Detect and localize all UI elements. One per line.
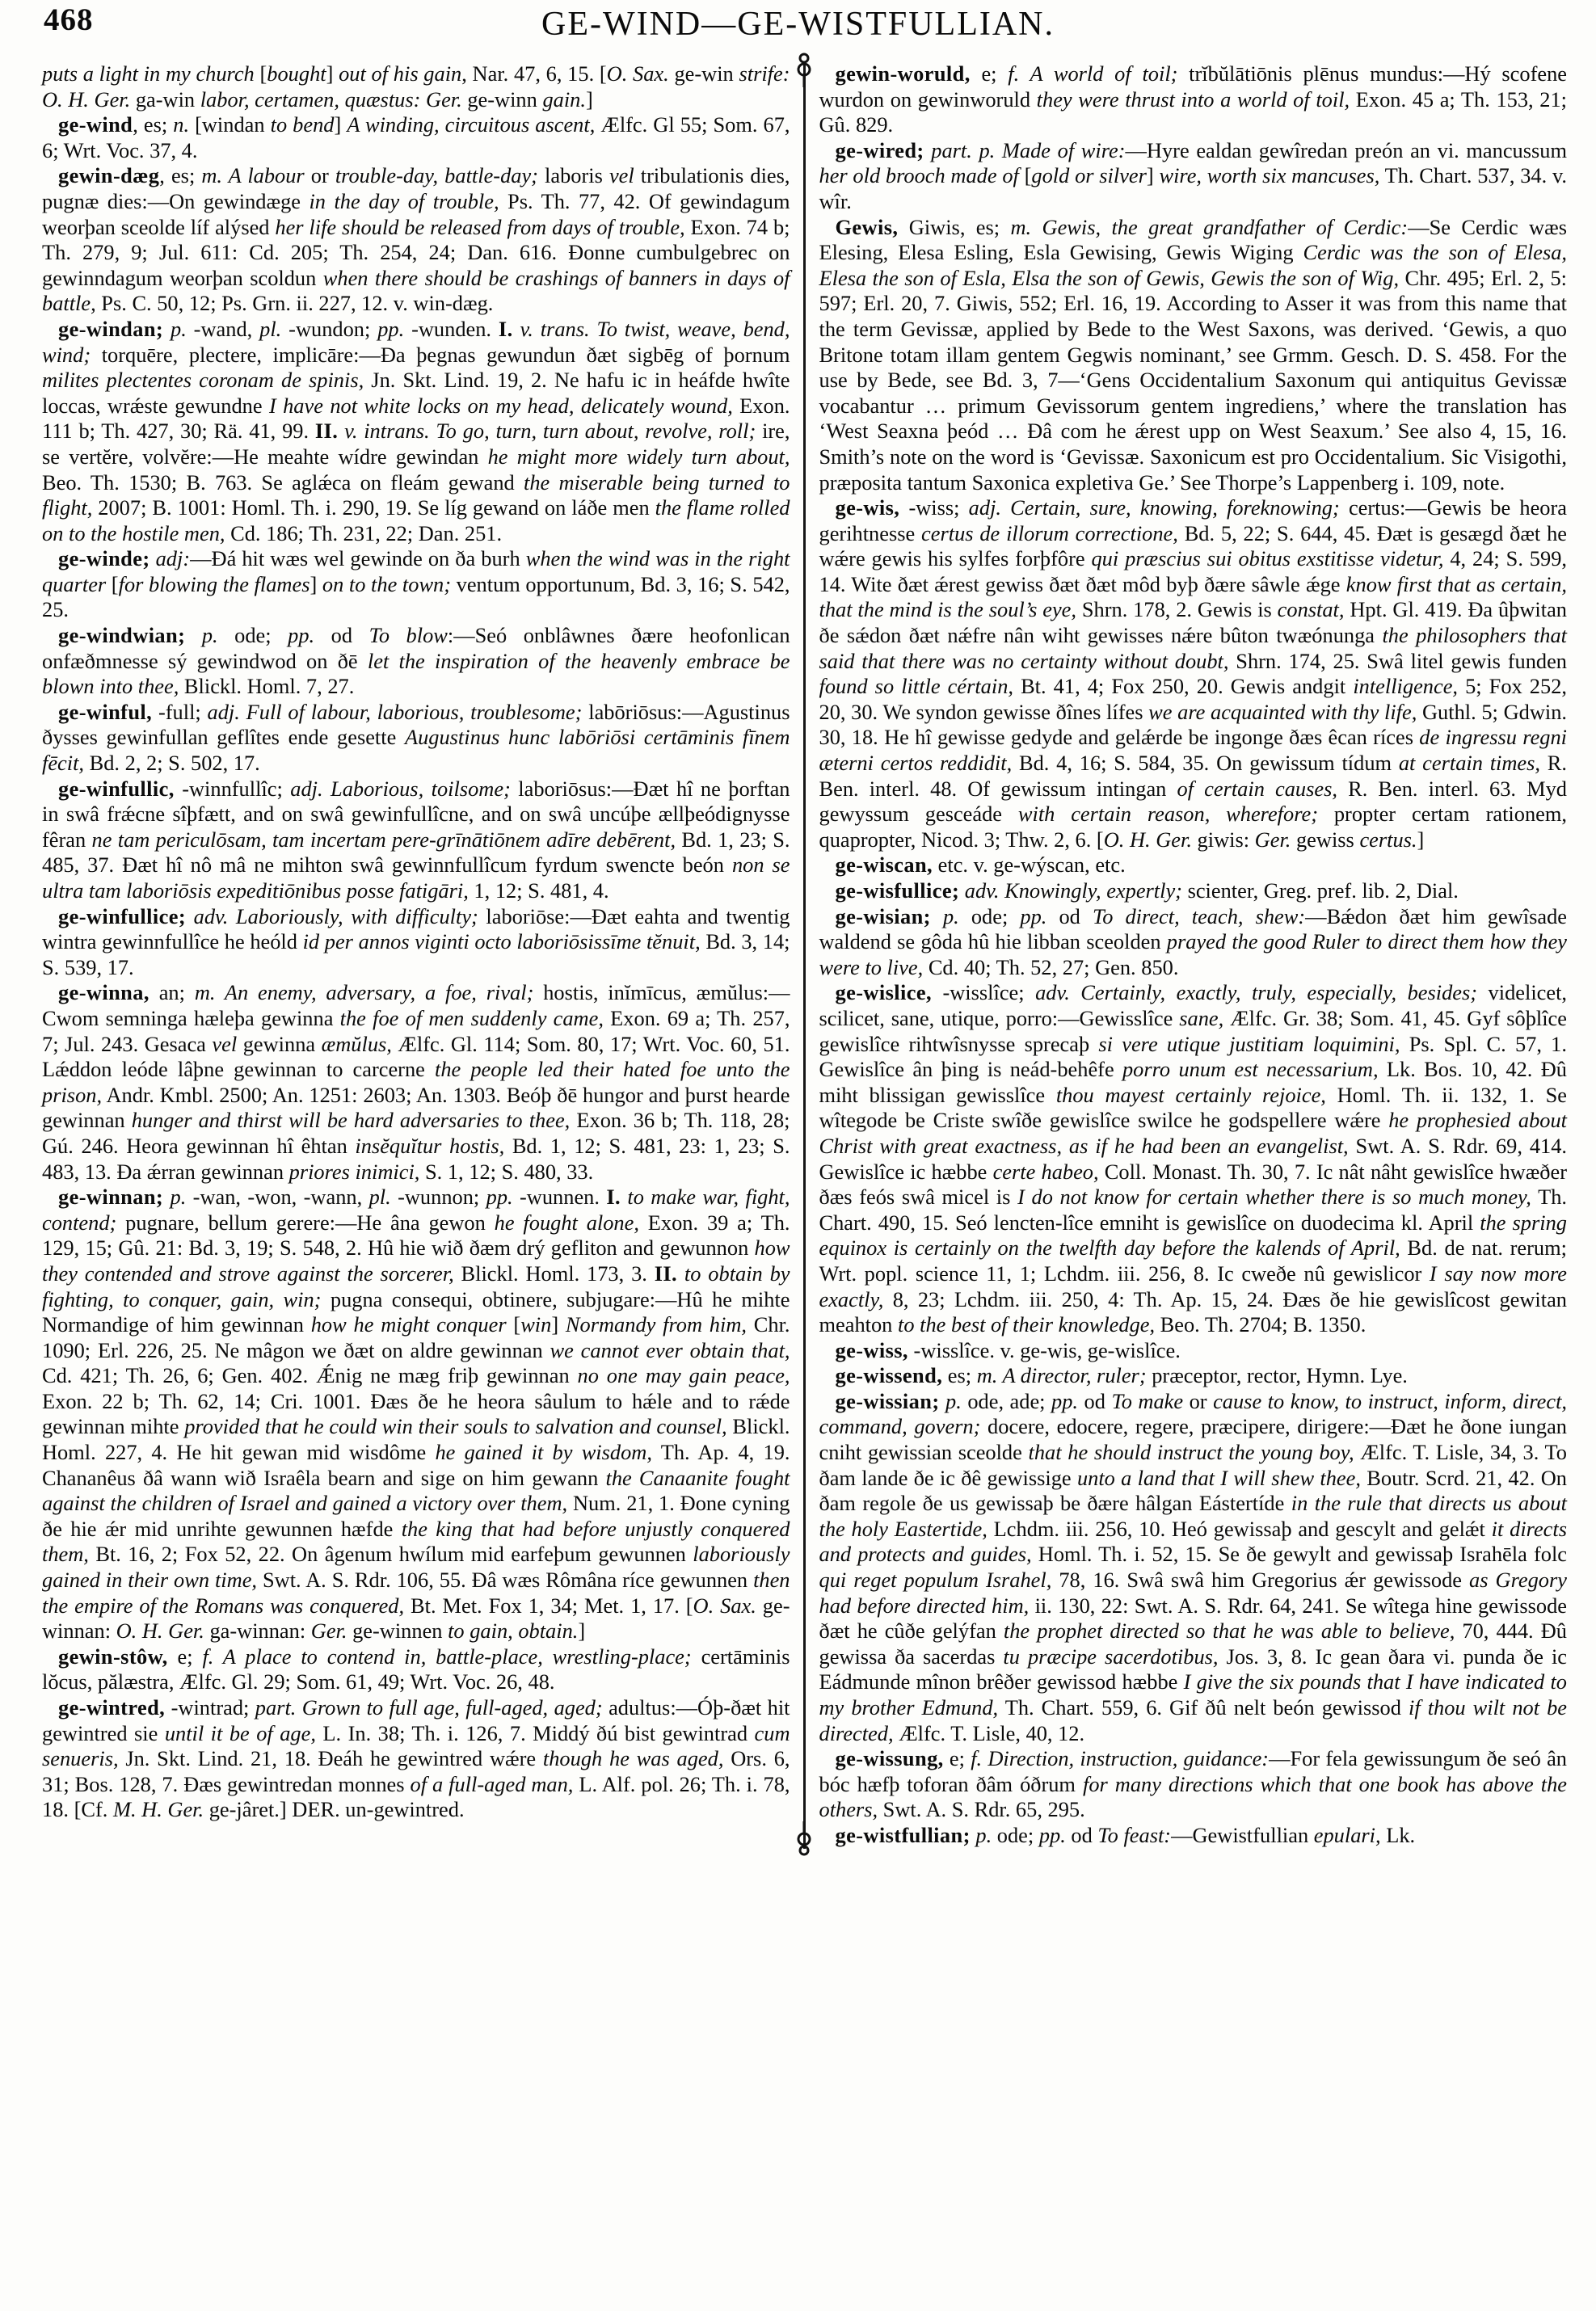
dictionary-entry: ge-wissian; p. ode, ade; pp. od To make or cause to know, to instruct, inform, direct, command, govern; docere, edocere, regere, præcipere, dirigere:—Ðæt he ðone iungan cniht gewissian sceolde that he should instruct the young boy, Ælfc. T. Lisle, 34, 3. To ðam lande ðe ic ðê gewissige unto a land that I will shew thee, Boutr. Scrd. 21, 42. On ðam regole ðe us gewissaþ be ðære hâlgan Eástertíde in the rule that directs us about the holy Eastertide, Lchdm. iii. 256, 10. Heó gewissaþ and gescylt and gelǽt it directs and protects and guides, Homl. Th. i. 52, 15. Se ðe gewylt and gewissaþ Israhēla folc qui reget populum Israhel, 78, 16. Swâ swâ him Gregorius ǽr gewissode as Gregory had before directed him, ii. 130, 22: Swt. A. S. Rdr. 64, 241. Se wîtega hine gewissode ðæt he cûðe gelýfan the prophet directed so that he was able to believe, 70, 444. Ðû gewissa ða sacerdas tu præcipe sacerdotibus, Jos. 3, 8. Ic gean ðara vi. punda ðe ic Eádmunde mînon brêðer gewissod hæbbe I give the six pounds that I have indicated to my brother Edmund, Th. Chart. 559, 6. Gif ðû nelt beón gewissod if thou wilt not be directed, Ælfc. T. Lisle, 40, 12. [819,1388,1568,1745]
dictionary-entry: ge-wis, -wiss; adj. Certain, sure, knowing, foreknowing; certus:—Gewis be heora gerihtnesse certus de illorum correctione, Bd. 5, 22; S. 644, 45. Ðæt is gesægd ðæt he wǽre gewis his sylfes forþfôre qui præscius sui obitus exstitisse videtur, 4, 24; S. 599, 14. Wite ðæt ǽrest gewiss ðæt ðæt môd byþ ðære sâwle ǽge know first that as certain, that the mind is the soul’s eye, Shrn. 178, 2. Gewis is constat, Hpt. Gl. 419. Ða ûþwitan ðe sǽdon ðæt nǽfre nân wiht gewisses nǽre bûton twæónunga the philosophers that said that there was no certainty without doubt, Shrn. 174, 25. Swâ litel gewis funden found so little cértain, Bt. 41, 4; Fox 250, 20. Gewis andgit intelligence, 5; Fox 252, 20, 30. We syndon gewisse ðînes lífes we are acquainted with thy life, Guthl. 5; Gdwin. 30, 18. He hî gewisse gedyde and gelǽrde be ingonge ðæs êcan ríces de ingressu regni æterni certos reddidit, Bd. 4, 16; S. 584, 35. On gewissum tídum at certain times, R. Ben. interl. 48. Of gewissum intingan of certain causes, R. Ben. interl. 63. Myd gewyssum gesceáde with certain reason, wherefore; propter certam rationem, quapropter, Nicod. 3; Thw. 2, 6. [O. H. Ger. giwis: Ger. gewiss certus.] [819,495,1568,852]
printers-mark-icon [792,52,816,87]
dictionary-entry: ge-wissung, e; f. Direction, instruction, guidance:—For fela gewissungum ðe seó ân bóc hæfþ toforan ðâm óðrum for many directions which that one book has above the others, Swt. A. S. Rdr. 65, 295. [819,1746,1568,1822]
dictionary-entry: ge-winfullice; adv. Laboriously, with difficulty; laboriōse:—Ðæt eahta and twentig wintra gewinnfullîce he heóld id per annos viginti octo laboriōsissīme tĕnuit, Bd. 3, 14; S. 539, 17. [42,903,790,979]
right-column [806,61,1568,1849]
dictionary-entry: ge-wiscan, etc. v. ge-wýscan, etc. [835,852,1126,878]
page-number: 468 [44,2,94,37]
dictionary-entry: ge-wind, es; n. [windan to bend] A winding, circuitous ascent, Ælfc. Gl 55; Som. 67, 6; Wrt. Voc. 37, 4. [42,112,790,162]
dictionary-entry: ge-wisian; p. ode; pp. od To direct, teach, shew:—Bǽdon ðæt him gewîsade waldend se gôda hû hie libban sceolden prayed the good Ruler to direct them how they were to live, Cd. 40; Th. 52, 27; Gen. 850. [819,903,1567,979]
dictionary-entry: gewin-stôw, e; f. A place to contend in, battle-place, wrestling-place; certāminis lŏcus, pălæstra, Ælfc. Gl. 29; Som. 61, 49; Wrt. Voc. 26, 48. [42,1644,790,1694]
page-body [0,58,1596,1849]
dictionary-entry: ge-winde; adj:—Ðá hit wæs wel gewinde on ða burh when the wind was in the right quarter [for blowing the flames] on to the town; ventum opportunum, Bd. 3, 16; S. 542, 25. [42,546,790,622]
dictionary-entry: gewin-woruld, e; f. A world of toil; trĭbŭlātiōnis plēnus mundus:—Hý scofene wurdon on gewinworuld they were thrust into a world of toil, Exon. 45 a; Th. 153, 21; Gû. 829. [819,61,1568,137]
left-column [42,61,803,1849]
dictionary-entry: ge-wired; part. p. Made of wire:—Hyre ealdan gewîredan preón an vi. mancussum her old brooch made of [gold or silver] wire, worth six mancuses, Th. Chart. 537, 34. v. wîr. [819,137,1568,213]
dictionary-entry: ge-wiss, -wisslîce. v. ge-wis, ge-wislîce. [835,1337,1181,1362]
dictionary-entry: ge-wistfullian; p. ode; pp. od To feast:—Gewistfullian epulari, Lk. [835,1822,1416,1847]
dictionary-entry: ge-winnan; p. -wan, -won, -wann, pl. -wunnon; pp. -wunnen. I. to make war, fight, contend; pugnare, bellum gerere:—He âna gewon he fought alone, Exon. 39 a; Th. 129, 15; Gû. 21: Bd. 3, 19; S. 548, 2. Hû hie wið ðæm drý gefliton and gewunnon how they contended and strove against the sorcerer, Blickl. Homl. 173, 3. II. to obtain by fighting, to conquer, gain, win; pugna consequi, obtinere, subjugare:—Hû he mihte Normandige of him gewinnan how he might conquer [win] Normandy from him, Chr. 1090; Erl. 226, 25. Ne mâgon we ðæt on aldre gewinnan we cannot ever obtain that, Cd. 421; Th. 26, 6; Gen. 402. Ǽnig ne mæg friþ gewinnan no one may gain peace, Exon. 22 b; Th. 62, 14; Cri. 1001. Ðæs ðe he heora sâulum to hǽle and to rǽde gewinnan mihte provided that he could win their souls to salvation and counsel, Blickl. Homl. 227, 4. He hit gewan mid wisdôme he gained it by wisdom, Th. Ap. 4, 19. Chananêus ðâ wann wið Israêla bearn and sige on him gewann the Canaanite fought against the children of Israel and gained a victory over them, Num. 21, 1. Ðone cyning ðe hie ǽr mid unrihte gewunnen hæfde the king that had before unjustly conquered them, Bt. 16, 2; Fox 52, 22. On âgenum hwílum mid earfeþum gewunnen laboriously gained in their own time, Swt. A. S. Rdr. 106, 55. Ðâ wæs Rômâna ríce gewunnen then the empire of the Romans was conquered, Bt. Met. Fox 1, 34; Met. 1, 17. [O. Sax. ge-winnan: O. H. Ger. ga-winnan: Ger. ge-winnen to gain, obtain.] [42,1185,790,1644]
dictionary-entry: gewin-dæg, es; m. A labour or trouble-day, battle-day; laboris vel tribulationis dies, pugnæ dies:—On gewindæge in the day of trouble, Ps. Th. 77, 42. Of gewindagum weorþan sceolde líf alýsed her life should be released from days of trouble, Exon. 74 b; Th. 279, 9; Jul. 611: Cd. 205; Th. 254, 24; Dan. 616. Ðonne cumbulgebrec on gewinndagum weorþan scoldun when there should be crashings of banners in days of battle, Ps. C. 50, 12; Ps. Grn. ii. 227, 12. v. win-dæg. [42,163,790,316]
dictionary-entry: ge-wislice, -wisslîce; adv. Certainly, exactly, truly, especially, besides; videlicet, scilicet, sane, utique, porro:—Gewisslîce sane, Ælfc. Gr. 38; Som. 41, 45. Gyf sôþlîce gewislîce rihtwîsnysse sprecaþ si vere utique justitiam loquimini, Ps. Spl. C. 57, 1. Gewislîce ân þing is neád-behêfe porro unum est necessarium, Lk. Bos. 10, 42. Ðû miht blissigan gewisslîce thou mayest certainly rejoice, Homl. Th. ii. 132, 1. Se wîtegode be Criste swîðe gewislîce swilce he godspellere wǽre he prophesied about Christ with great exactness, as if he had been an evangelist, Swt. A. S. Rdr. 69, 414. Gewislîce ic hæbbe certe habeo, Coll. Monast. Th. 30, 7. Ic nât nâht gewislîce hwæðer ðæs feós swâ micel is I do not know for certain whether there is so much money, Th. Chart. 490, 15. Seó lencten-lîce emniht is gewislîce on duodecima kl. April the spring equinox is certainly on the twelfth day before the kalends of April, Bd. de nat. rerum; Wrt. popl. science 11, 1; Lchdm. iii. 256, 8. Ic cweðe nû gewislicor I say now more exactly, 8, 23; Lchdm. iii. 250, 4: Th. Ap. 15, 24. Ðæs ðe hie gewislîcost gewitan meahton to the best of their knowledge, Beo. Th. 2704; B. 1350. [819,980,1568,1337]
dictionary-entry: ge-winful, -full; adj. Full of labour, laborious, troublesome; labōriōsus:—Agustinus ðysses gewinfullan geflîtes ende gesette Augustinus hunc labōriōsi certāminis fīnem fēcit, Bd. 2, 2; S. 502, 17. [42,699,790,776]
printers-mark-icon [792,1821,816,1857]
dictionary-entry: ge-wintred, -wintrad; part. Grown to full age, full-aged, aged; adultus:—Óþ-ðæt hit gewintred sie until it be of age, L. In. 38; Th. i. 126, 7. Middý ðú bist gewintrad cum senueris, Jn. Skt. Lind. 21, 18. Ðeáh he gewintred wǽre though he was aged, Ors. 6, 31; Bos. 128, 7. Ðæs gewintredan monnes of a full-aged man, L. Alf. pol. 26; Th. i. 78, 18. [Cf. M. H. Ger. ge-jâret.] DER. un-gewintred. [42,1695,790,1822]
dictionary-entry: ge-winna, an; m. An enemy, adversary, a foe, rival; hostis, inĭmīcus, æmŭlus:—Cwom semninga hæleþa gewinna the foe of men suddenly came, Exon. 69 a; Th. 257, 7; Jul. 243. Gesaca vel gewinna æmŭlus, Ælfc. Gl. 114; Som. 80, 17; Wrt. Voc. 60, 51. Lǽddon leóde lâþne gewinnan to carcerne the people led their hated foe unto the prison, Andr. Kmbl. 2500; An. 1251: 2603; An. 1303. Beóþ ðē hungor and þurst hearde gewinnan hunger and thirst will be hard adversaries to thee, Exon. 36 b; Th. 118, 28; Gú. 246. Heora gewinnan hî êhtan insĕquĭtur hostis, Bd. 1, 12; S. 481, 23: 1, 23; S. 483, 13. Ða ǽrran gewinnan priores inimici, S. 1, 12; S. 480, 33. [42,980,790,1184]
running-title: GE-WIND—GE-WISTFULLIAN. [541,6,1055,43]
dictionary-entry: ge-windwian; p. ode; pp. od To blow:—Seó onblâwnes ðære heofonlican onfæðmnesse sý gewindwod on ðē let the inspiration of the heavenly embrace be blown into thee, Blickl. Homl. 7, 27. [42,623,790,699]
dictionary-entry: ge-winfullic, -winnfullîc; adj. Laborious, toilsome; laboriōsus:—Ðæt hî ne þorftan in swâ frǽcne sîþfætt, and on swâ gewinfullîcne, and on swâ uncúþe ællþeódignysse fêran ne tam periculōsam, tam incertam pere-grīnātiōnem adīre debērent, Bd. 1, 23; S. 485, 37. Ðæt hî nô mâ ne mihton swâ gewinnfullîcum fyrdum swencte beón non se ultra tam laboriōsis expeditiōnibus posse fatigāri, 1, 12; S. 481, 4. [42,776,790,903]
column-divider-rule [803,61,806,1849]
dictionary-entry: ge-windan; p. -wand, pl. -wundon; pp. -wunden. I. v. trans. To twist, weave, bend, wind; torquēre, plectere, implicāre:—Ða þegnas gewundun ðæt sigbēg of þornum milites plectentes coronam de spinis, Jn. Skt. Lind. 19, 2. Ne hafu ic in heáfde hwîte loccas, wrǽste gewundne I have not white locks on my head, delicately wound, Exon. 111 b; Th. 427, 30; Rä. 41, 99. II. v. intrans. To go, turn, turn about, revolve, roll; ire, se vertĕre, volvĕre:—He meahte wídre gewindan he might more widely turn about, Beo. Th. 1530; B. 763. Se aglǽca on fleám gewand the miserable being turned to flight, 2007; B. 1001: Homl. Th. i. 290, 19. Se líg gewand on láðe men the flame rolled on to the hostile men, Cd. 186; Th. 231, 22; Dan. 251. [42,316,790,545]
dictionary-entry: puts a light in my church [bought] out of his gain, Nar. 47, 6, 15. [O. Sax. ge-win strife: O. H. Ger. ga-win labor, certamen, quæstus: Ger. ge-winn gain.] [42,61,790,112]
page-header [0,0,1596,58]
dictionary-entry: Gewis, Giwis, es; m. Gewis, the great grandfather of Cerdic:—Se Cerdic wæs Elesing, Elesa Esling, Esla Gewising, Gewis Wiging Cerdic was the son of Elesa, Elesa the son of Esla, Elsa the son of Gewis, Gewis the son of Wig, Chr. 495; Erl. 2, 5: 597; Erl. 20, 7. Giwis, 552; Erl. 16, 19. According to Asser it was from this name that the term Gevissæ, applied by Bede to the West Saxons, was derived. ‘Gewis, a quo Britone totam illam gentem Gegwis nominant,’ see Grmm. Gesch. D. S. 458. For the use by Bede, see Bd. 3, 7—‘Gens Occidentalium Saxonum qui antiquitus Gevissæ vocabantur … primum Gevissorum gentem ingrediens,’ where the translation has ‘West Seaxna þeód … Ðâ com he ǽrest upp on West Seaxum.’ See also 4, 15, 16. Smith’s note on the word is ‘Gevissæ. Saxonicum est pro Occidentalium. Sic Visigothi, præposita tantum Saxonica expletiva Ge.’ See Thorpe’s Lappenberg i. 109, note. [819,214,1568,495]
dictionary-entry: ge-wissend, es; m. A director, ruler; præceptor, rector, Hymn. Lye. [835,1363,1408,1388]
dictionary-entry: ge-wisfullice; adv. Knowingly, expertly; scienter, Greg. pref. lib. 2, Dial. [835,878,1459,903]
